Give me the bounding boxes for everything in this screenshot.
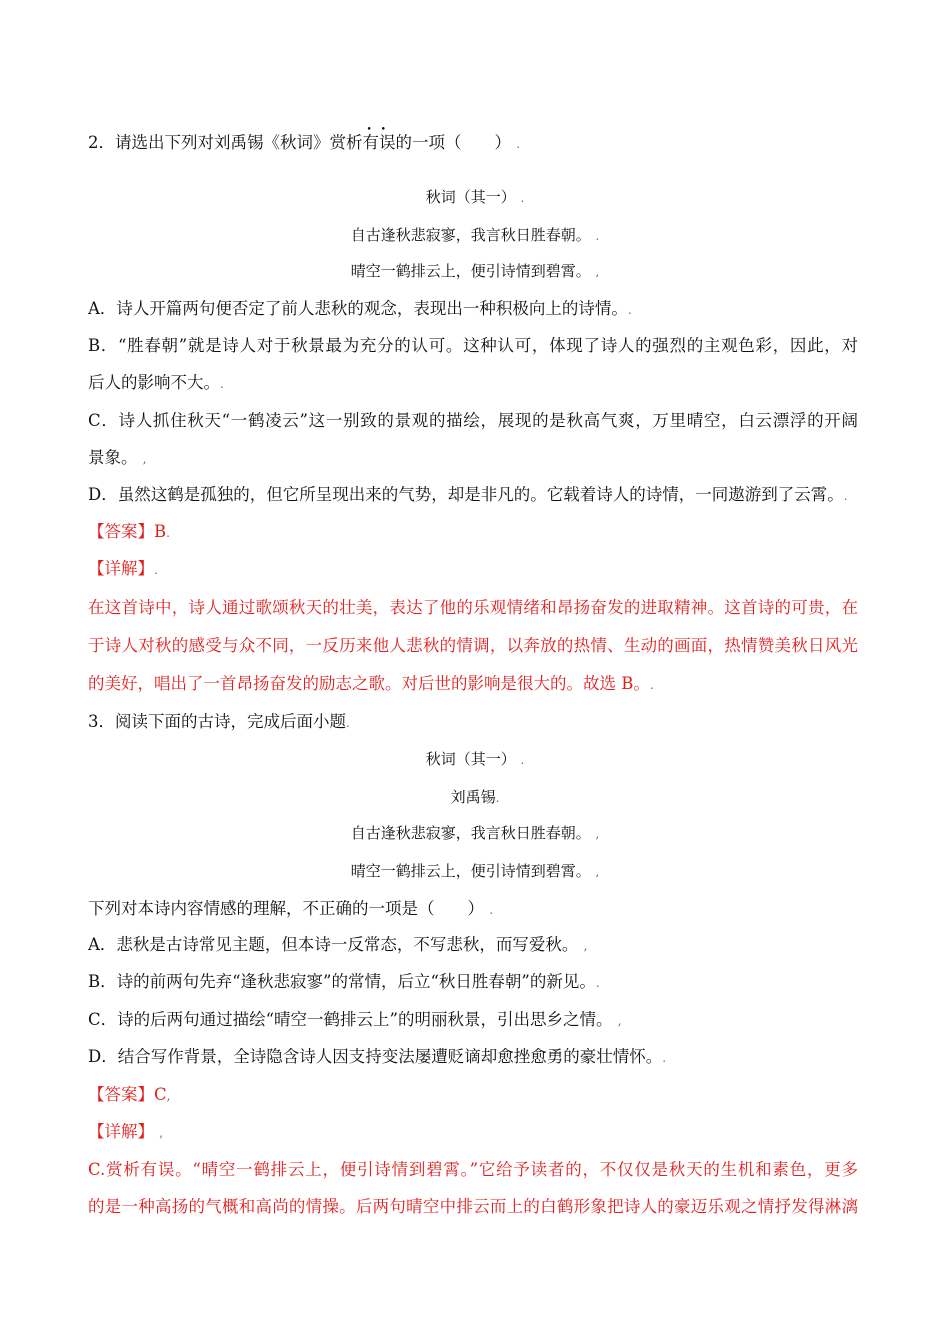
q2-answer-text: 【答案】B: [88, 522, 167, 541]
q2-poem-line-2: [0, 260, 950, 283]
format-mark: .: [595, 229, 600, 243]
q2-detail-label-text: 【详解】: [88, 559, 154, 578]
q3-option-a: [88, 934, 588, 957]
q2-explanation-line-2: 于诗人对秋的感受与众不同，一反历来他人悲秋的情调，以奔放的热情、生动的画面，热情赞美秋日风光: [88, 636, 858, 655]
format-mark: .: [346, 716, 350, 730]
q3-explanation-line-1: C.赏析有误。“晴空一鹤排云上，便引诗情到碧霄。”它给予读者的，不仅仅是秋天的生机和素色，更多: [88, 1160, 858, 1179]
q3-option-d: [88, 1046, 666, 1069]
format-mark: ,: [166, 1089, 171, 1103]
q3-detail-label: [88, 1121, 163, 1144]
q2-option-c-line-1: C．诗人抓住秋天“一鹤凌云”这一别致的景观的描绘，展现的是秋高气爽，万里晴空，白云漂浮的开阔: [88, 411, 858, 430]
format-mark: ,: [595, 265, 600, 279]
format-mark: ,: [583, 939, 588, 953]
q2-poem-line-1-text: 自古逢秋悲寂寥，我言秋日胜春朝。: [350, 226, 591, 244]
format-mark: ,: [617, 1014, 622, 1028]
q3-option-c: [88, 1009, 622, 1032]
format-mark: ,: [595, 827, 600, 841]
q3-option-b-text: B．诗的前两句先弃“逢秋悲寂寥”的常情，后立“秋日胜春朝”的新见。: [88, 972, 596, 991]
q3-option-a-text: A．悲秋是古诗常见主题，但本诗一反常态，不写悲秋，而写爱秋。: [88, 935, 579, 954]
q3-answer: [88, 1084, 170, 1107]
q2-option-d: [88, 484, 848, 507]
format-mark: .: [516, 137, 521, 151]
q3-poem-title-text: 秋词（其一）: [425, 750, 516, 768]
q2-option-c-line-2: [88, 447, 147, 470]
format-mark: .: [154, 563, 158, 577]
q2-stem-emphasis: • • 有误: [363, 132, 396, 154]
q3-poem-line-1: [0, 822, 950, 845]
q2-stem: [88, 132, 520, 155]
q2-detail-label: [88, 558, 158, 581]
q2-poem-title: [0, 186, 950, 209]
q2-option-b-line-2-text: 后人的影响不大。: [88, 373, 220, 392]
q2-stem-tail: 的一项（ ）: [395, 133, 511, 152]
format-mark: ,: [595, 865, 600, 879]
q2-option-b-line-2: [88, 372, 224, 395]
q2-option-a-text: A．诗人开篇两句便否定了前人悲秋的观念，表现出一种积极向上的诗情。: [88, 299, 628, 318]
format-mark: .: [843, 489, 848, 503]
format-mark: .: [520, 753, 525, 767]
format-mark: .: [520, 191, 525, 205]
q3-option-b: [88, 971, 600, 994]
q3-poem-line-1-text: 自古逢秋悲寂寥，我言秋日胜春朝。: [350, 824, 591, 842]
q2-explanation-line-1: 在这首诗中，诗人通过歌颂秋天的壮美，表达了他的乐观情绪和昂扬奋发的进取精神。这首诗的可贵，在: [88, 598, 858, 617]
format-mark: .: [595, 976, 600, 990]
format-mark: .: [489, 903, 494, 917]
format-mark: .: [662, 1051, 667, 1065]
q3-poem-line-2-text: 晴空一鹤排云上，便引诗情到碧霄。: [350, 862, 591, 880]
format-mark: .: [649, 678, 654, 692]
q2-answer: [88, 521, 170, 544]
q3-question: [88, 898, 493, 921]
q3-option-c-text: C．诗的后两句通过描绘“晴空一鹤排云上”的明丽秋景，引出思乡之情。: [88, 1010, 613, 1029]
q3-detail-label-text: 【详解】: [88, 1122, 154, 1141]
q2-option-b-line-1: B．“胜春朝”就是诗人对于秋景最为充分的认可。这种认可，体现了诗人的强烈的主观色彩，因此，对: [88, 336, 858, 355]
q2-stem-text: 2．请选出下列对刘禹锡《秋词》赏析: [88, 133, 363, 152]
q3-poem-title: [0, 748, 950, 771]
format-mark: ,: [142, 452, 147, 466]
q3-option-d-text: D．结合写作背景，全诗隐含诗人因支持变法屡遭贬谪却愈挫愈勇的豪壮情怀。: [88, 1047, 663, 1066]
format-mark: .: [627, 303, 632, 317]
q3-question-text: 下列对本诗内容情感的理解，不正确的一项是（ ）: [88, 899, 484, 918]
q3-stem: [88, 711, 350, 734]
q3-answer-text: 【答案】C: [88, 1085, 167, 1104]
q3-stem-text: 3．阅读下面的古诗，完成后面小题: [88, 712, 346, 731]
format-mark: ,: [159, 1126, 164, 1140]
format-mark: .: [220, 377, 224, 391]
q3-poem-author-text: 刘禹锡: [450, 788, 496, 806]
q3-poem-line-2: [0, 860, 950, 883]
q2-poem-title-text: 秋词（其一）: [425, 188, 516, 206]
format-mark: .: [495, 791, 500, 805]
q3-poem-author: [0, 786, 950, 809]
q2-explanation-line-3-text: 的美好，唱出了一首昂扬奋发的励志之歌。对后世的影响是很大的。故选 B。: [88, 674, 650, 693]
q2-option-c-line-2-text: 景象。: [88, 448, 138, 467]
q2-poem-line-2-text: 晴空一鹤排云上，便引诗情到碧霄。: [350, 262, 591, 280]
q2-option-d-text: D．虽然这鹤是孤独的，但它所呈现出来的气势，却是非凡的。它载着诗人的诗情，一同遨游到了云霄。: [88, 485, 844, 504]
q3-explanation-line-2: 的是一种高扬的气概和高尚的情操。后两句晴空中排云而上的白鹤形象把诗人的豪迈乐观之情抒发得淋漓: [88, 1197, 858, 1216]
q2-poem-line-1: [0, 224, 950, 247]
format-mark: .: [166, 526, 170, 540]
q2-explanation-line-3: [88, 673, 654, 696]
q2-option-a: [88, 298, 632, 321]
